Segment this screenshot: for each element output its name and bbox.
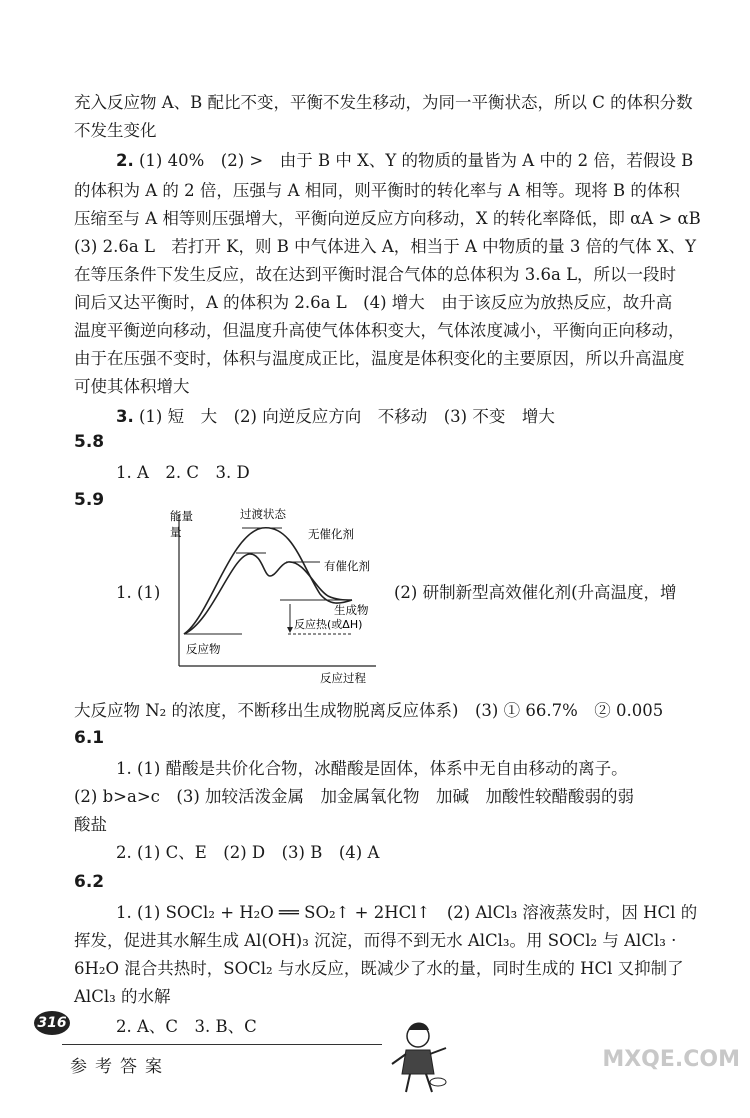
page-number: 316: [34, 1011, 70, 1035]
x-axis-label: 反应过程: [320, 671, 366, 685]
text-line: AlCl₃ 的水解: [74, 987, 171, 1006]
text-line: (3) 2.6a L 若打开 K，则 B 中气体进入 A，相当于 A 中物质的量 3 倍的气体 X、Y: [74, 237, 697, 256]
text-line: 1. A 2. C 3. D: [116, 463, 250, 482]
text-line: 不发生变化: [74, 121, 157, 140]
question-number: 3.: [116, 407, 134, 426]
answer-text: (1) 短 大 (2) 向逆反应方向 不移动 (3) 不变 增大: [139, 407, 555, 426]
answer-2-line: [116, 150, 693, 172]
answer-text: (1) 40% (2) > 由于 B 中 X、Y 的物质的量皆为 A 中的 2 倍，若假设 B: [139, 151, 694, 170]
text-line: 2. (1) C、E (2) D (3) B (4) A: [116, 843, 380, 862]
section-heading: 5.9: [74, 490, 105, 510]
text-line: 间后又达平衡时，A 的体积为 2.6a L (4) 增大 由于该反应为放热反应，故升高: [74, 293, 673, 312]
section-heading: 5.8: [74, 432, 105, 452]
text-line: 在等压条件下发生反应，故在达到平衡时混合气体的总体积为 3.6a L，所以一段时: [74, 265, 677, 284]
watermark-text: MXQE.COM: [602, 1047, 740, 1072]
footer-label: 参考答案: [70, 1057, 170, 1077]
text-line: 大反应物 N₂ 的浓度，不断移出生成物脱离反应体系) (3) ① 66.7% ② 0.005: [74, 701, 664, 720]
question-label: 1. (1): [116, 583, 161, 602]
text-line: 2. A、C 3. B、C: [116, 1017, 257, 1036]
no-catalyst-label: 无催化剂: [308, 527, 354, 541]
energy-diagram: [170, 506, 380, 686]
transition-label: 过渡状态: [240, 507, 286, 521]
text-line: 酸盐: [74, 815, 107, 834]
heat-label: 反应热(或ΔH): [294, 618, 363, 631]
footer-rule: [62, 1044, 382, 1045]
section-heading: 6.1: [74, 728, 105, 748]
with-catalyst-label: 有催化剂: [324, 559, 370, 573]
question-number: 2.: [116, 151, 134, 170]
y-axis-label-2: 量: [170, 525, 182, 539]
text-line: 的体积为 A 的 2 倍，压强与 A 相同，则平衡时的转化率与 A 相等。现将 B 的体积: [74, 181, 680, 200]
text-line: 温度平衡逆向移动，但温度升高使气体体积变大，气体浓度减小，平衡向正向移动，: [74, 321, 685, 340]
cartoon-figure-icon: [386, 1018, 456, 1098]
section-heading: 6.2: [74, 872, 105, 892]
reactant-label: 反应物: [186, 642, 221, 656]
text-line: (2) 研制新型高效催化剂(升高温度，增: [394, 583, 677, 602]
text-line: 挥发，促进其水解生成 Al(OH)₃ 沉淀，而得不到无水 AlCl₃。用 SOCl₂ 与 AlCl₃ ·: [74, 931, 677, 950]
product-label: 生成物: [334, 603, 369, 617]
text-line: 压缩至与 A 相等则压强增大，平衡向逆反应方向移动，X 的转化率降低，即 αA > αB: [74, 209, 701, 228]
y-axis-label: 能量: [170, 509, 193, 523]
answer-3-line: [116, 406, 555, 428]
text-line: 1. (1) 醋酸是共价化合物，冰醋酸是固体，体系中无自由移动的离子。: [116, 759, 628, 778]
text-line: 可使其体积增大: [74, 377, 190, 396]
text-line: (2) b>a>c (3) 加较活泼金属 加金属氧化物 加碱 加酸性较醋酸弱的弱: [74, 787, 635, 806]
text-line: 6H₂O 混合共热时，SOCl₂ 与水反应，既减少了水的量，同时生成的 HCl 又抑制了: [74, 959, 684, 978]
text-line: 1. (1) SOCl₂ + H₂O ══ SO₂↑ + 2HCl↑ (2) AlCl₃ 溶液蒸发时，因 HCl 的: [116, 903, 698, 922]
text-line: 由于在压强不变时，体积与温度成正比，温度是体积变化的主要原因，所以升高温度: [74, 349, 685, 368]
text-line: 充入反应物 A、B 配比不变，平衡不发生移动，为同一平衡状态，所以 C 的体积分数: [74, 93, 693, 112]
